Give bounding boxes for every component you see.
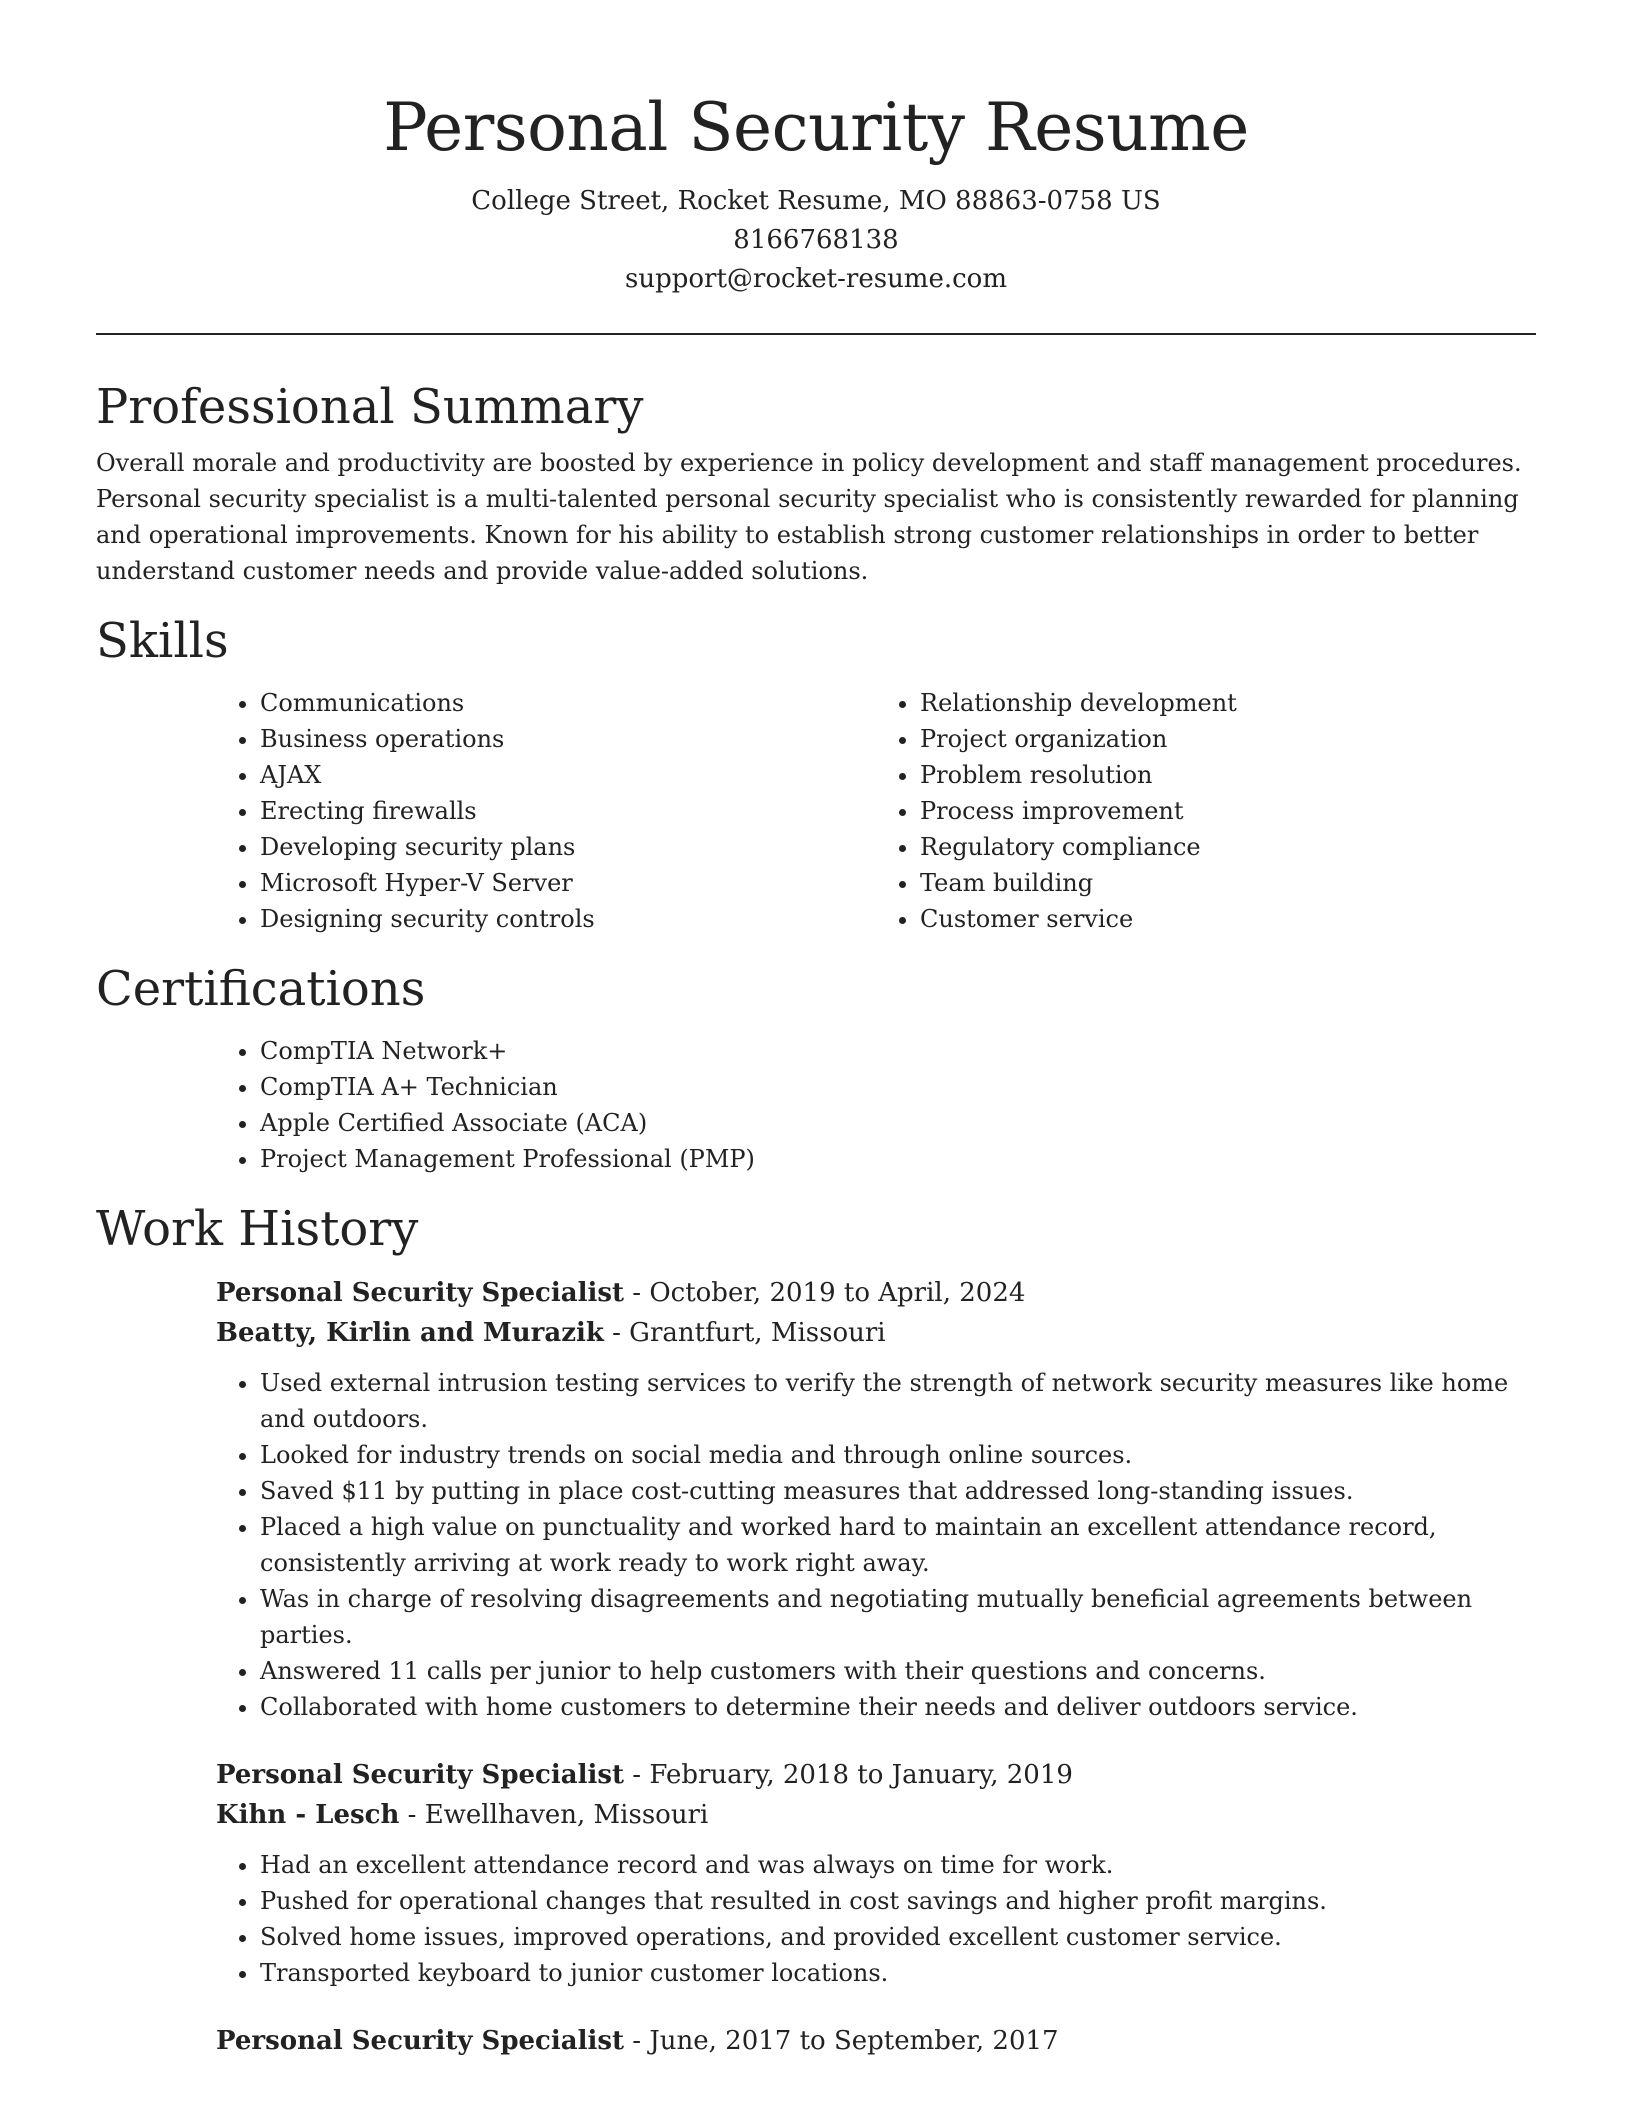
skills-section <box>96 611 1536 937</box>
skills-columns <box>216 685 1536 937</box>
job-company: Kihn - Lesch <box>216 1800 400 1830</box>
job-company: Beatty, Kirlin and Murazik <box>216 1318 604 1348</box>
job-title-line <box>216 1755 1536 1795</box>
job-company-line <box>216 1795 1536 1835</box>
phone: 8166768138 <box>733 225 899 255</box>
job-bullets <box>216 1365 1536 1725</box>
list-item: • Collaborated with home customers to determine their needs and deliver outdoors service. <box>260 1689 1536 1725</box>
list-item: • Business operations <box>260 721 876 757</box>
list-item: • Saved $11 by putting in place cost-cutting measures that addressed long-standing issues. <box>260 1473 1536 1509</box>
resume-header <box>96 0 1536 299</box>
list-item: • Looked for industry trends on social media and through online sources. <box>260 1437 1536 1473</box>
address: College Street, Rocket Resume, MO 88863-0758 US <box>471 186 1161 216</box>
list-item: • CompTIA Network+ <box>260 1033 1536 1069</box>
list-item: • Developing security plans <box>260 829 876 865</box>
certifications-section <box>96 959 1536 1177</box>
job-company-line <box>216 1313 1536 1353</box>
email: support@rocket-resume.com <box>624 264 1007 294</box>
list-item: • Apple Certified Associate (ACA) <box>260 1105 1536 1141</box>
job-title-line <box>216 2021 1536 2061</box>
job-dates: - October, 2019 to April, 2024 <box>624 1278 1026 1308</box>
job-dates: - June, 2017 to September, 2017 <box>624 2026 1059 2056</box>
job-role: Personal Security Specialist <box>216 1760 625 1790</box>
job-title-line <box>216 1273 1536 1313</box>
resume-page <box>96 0 1536 2061</box>
list-item: • Was in charge of resolving disagreements and negotiating mutually beneficial agreements between parties. <box>260 1581 1536 1653</box>
list-item: • Project organization <box>920 721 1536 757</box>
section-title-summary: Professional Summary <box>96 379 644 435</box>
certifications-list <box>216 1033 1536 1177</box>
section-title-skills: Skills <box>96 613 229 669</box>
list-item: • Problem resolution <box>920 757 1536 793</box>
contact-info <box>96 182 1536 299</box>
list-item: • Process improvement <box>920 793 1536 829</box>
job-location: - Ewellhaven, Missouri <box>399 1800 709 1830</box>
header-divider <box>96 333 1536 335</box>
skills-list-right <box>876 685 1536 937</box>
list-item: • Microsoft Hyper-V Server <box>260 865 876 901</box>
section-title-certifications: Certifications <box>96 961 426 1017</box>
list-item: • Team building <box>920 865 1536 901</box>
list-item: • Transported keyboard to junior customer locations. <box>260 1955 1536 1991</box>
job-role: Personal Security Specialist <box>216 2026 625 2056</box>
list-item: • Designing security controls <box>260 901 876 937</box>
section-title-work-history: Work History <box>96 1201 419 1257</box>
work-history-section <box>96 1199 1536 2061</box>
job-entry <box>216 1273 1536 1725</box>
summary-text: Overall morale and productivity are boosted by experience in policy development and staff management procedures. Personal security specialist is a multi-talented personal security specialist who is consistently rewarded for planning and operational improvements. Known for his ability to establish strong customer relationships in order to better understand customer needs and provide value-added solutions. <box>96 449 1522 585</box>
list-item: • Regulatory compliance <box>920 829 1536 865</box>
resume-title: Personal Security Resume <box>383 89 1249 166</box>
list-item: • Had an excellent attendance record and was always on time for work. <box>260 1847 1536 1883</box>
summary-section <box>96 377 1536 589</box>
list-item: • CompTIA A+ Technician <box>260 1069 1536 1105</box>
job-bullets <box>216 1847 1536 1991</box>
job-entry <box>216 2021 1536 2061</box>
job-location: - Grantfurt, Missouri <box>603 1318 886 1348</box>
list-item: • Solved home issues, improved operations, and provided excellent customer service. <box>260 1919 1536 1955</box>
list-item: • Project Management Professional (PMP) <box>260 1141 1536 1177</box>
list-item: • AJAX <box>260 757 876 793</box>
list-item: • Placed a high value on punctuality and worked hard to maintain an excellent attendance record, consistently arriving at work ready to work right away. <box>260 1509 1536 1581</box>
list-item: • Pushed for operational changes that resulted in cost savings and higher profit margins. <box>260 1883 1536 1919</box>
list-item: • Used external intrusion testing services to verify the strength of network security measures like home and outdoors. <box>260 1365 1536 1437</box>
job-dates: - February, 2018 to January, 2019 <box>624 1760 1073 1790</box>
list-item: • Relationship development <box>920 685 1536 721</box>
list-item: • Communications <box>260 685 876 721</box>
job-role: Personal Security Specialist <box>216 1278 625 1308</box>
skills-list-left <box>216 685 876 937</box>
list-item: • Erecting firewalls <box>260 793 876 829</box>
job-entry <box>216 1755 1536 1991</box>
list-item: • Answered 11 calls per junior to help customers with their questions and concerns. <box>260 1653 1536 1689</box>
list-item: • Customer service <box>920 901 1536 937</box>
